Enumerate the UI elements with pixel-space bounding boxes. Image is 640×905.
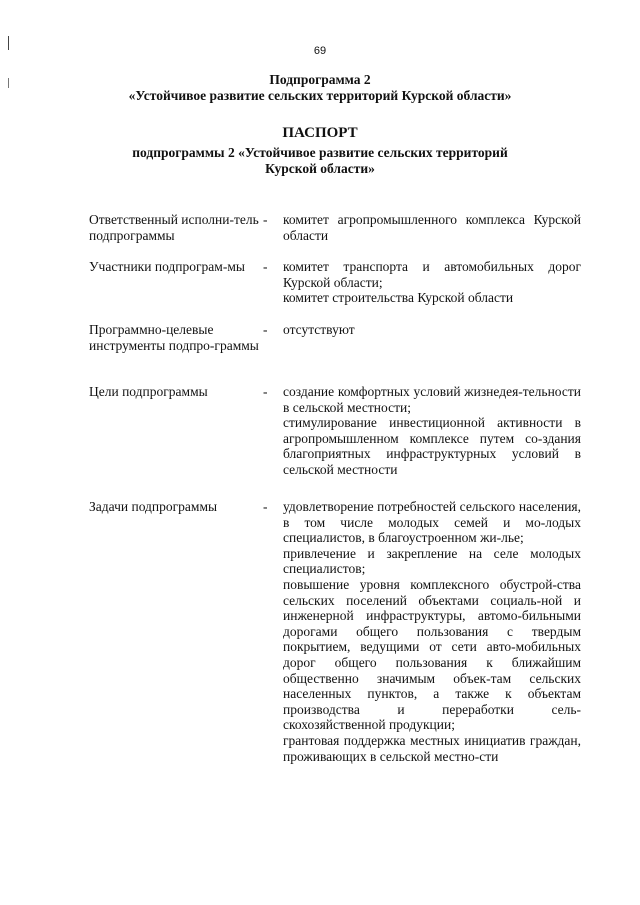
passport-subtitle-line2: Курской области» bbox=[265, 161, 375, 176]
value-paragraph: комитет транспорта и автомобильных дорог Курской области; bbox=[283, 259, 581, 290]
value-paragraph: стимулирование инвестиционной активности в агропромышленном комплексе путем со-здания благоприятных инфраструктурных условий в сельской местности bbox=[283, 415, 581, 477]
value-paragraph: отсутствуют bbox=[283, 322, 355, 337]
subprogram-heading-line2: «Устойчивое развитие сельских территорий Курской области» bbox=[128, 88, 512, 103]
value-paragraph: повышение уровня комплексного обустрой-ства сельских поселений объектами социаль-ной и инженерной инфраструктуры, автомо-бильными дорогами общего пользования с твердым покрытием, ведущими от сети авто-мобильных дорог общего пользования к ближайшим общественно значимым объек-там сельских населенных пунктов, а также к объектам производства и переработки сель-скохозяйственной продукции; bbox=[283, 576, 581, 733]
row-label: Ответственный исполни-тель подпрограммы bbox=[89, 212, 259, 243]
passport-subtitle bbox=[0, 145, 640, 177]
row-dash: - bbox=[263, 384, 268, 399]
value-paragraph: грантовая поддержка местных инициатив граждан, проживающих в сельской местно-сти bbox=[283, 732, 581, 764]
row-value bbox=[283, 212, 581, 243]
passport-title: ПАСПОРТ bbox=[282, 125, 358, 141]
row-label: Участники подпрограм-мы bbox=[89, 259, 245, 274]
row-value bbox=[283, 384, 581, 478]
value-paragraph: удовлетворение потребностей сельского населения, в том числе молодых семей и мо-лодых специалистов, в благоустроенном жи-лье; bbox=[283, 499, 581, 546]
row-value bbox=[283, 259, 581, 306]
value-paragraph: комитет строительства Курской области bbox=[283, 290, 514, 306]
row-dash: - bbox=[263, 322, 268, 337]
row-dash: - bbox=[263, 259, 268, 274]
row-dash: - bbox=[263, 499, 268, 514]
row-value bbox=[283, 499, 581, 764]
subprogram-heading-line1: Подпрограмма 2 bbox=[269, 72, 371, 87]
row-label: Программно-целевые инструменты подпро-граммы bbox=[89, 322, 259, 353]
value-paragraph: привлечение и закрепление на селе молодых специалистов; bbox=[283, 545, 581, 577]
page-number: 69 bbox=[313, 45, 327, 57]
passport-subtitle-line1: подпрограммы 2 «Устойчивое развитие сельских территорий bbox=[132, 145, 508, 160]
row-dash: - bbox=[263, 212, 268, 227]
row-label: Задачи подпрограммы bbox=[89, 499, 218, 514]
row-label: Цели подпрограммы bbox=[89, 384, 208, 399]
value-paragraph: комитет агропромышленного комплекса Курской области bbox=[283, 212, 581, 243]
row-value bbox=[283, 322, 581, 338]
subprogram-heading bbox=[0, 72, 640, 104]
value-paragraph: создание комфортных условий жизнедея-тельности в сельской местности; bbox=[283, 384, 581, 415]
